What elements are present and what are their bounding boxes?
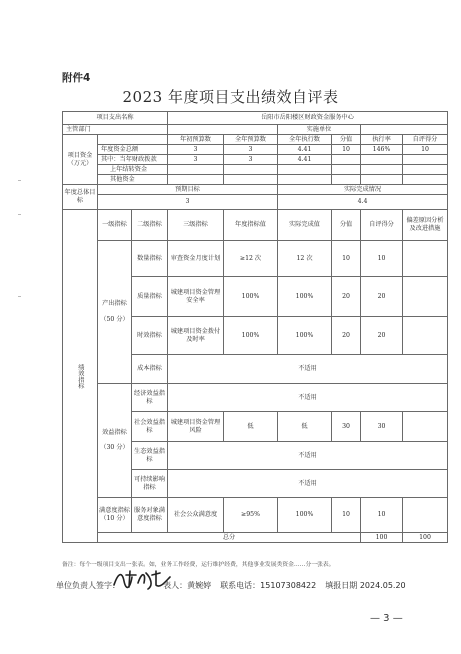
output-label: 产出指标 （50 分）	[98, 241, 132, 384]
unit-value	[361, 125, 448, 135]
indicator-l3: 社会公众满意度	[168, 498, 224, 533]
funds-header: 自评得分	[403, 135, 448, 145]
indicator-score: 30	[332, 412, 361, 442]
perf-header: 自评得分	[361, 210, 403, 241]
not-applicable: 不适用	[168, 470, 448, 498]
indicator-target: 低	[224, 412, 278, 442]
indicator-l3: 城建项目资金管理风险	[168, 412, 224, 442]
not-applicable: 不适用	[168, 442, 448, 470]
satisfaction-label: 满意度指标 （10 分）	[98, 498, 132, 533]
funds-header: 分值	[332, 135, 361, 145]
indicator-l2: 质量指标	[132, 277, 168, 317]
indicator-self: 10	[361, 498, 403, 533]
performance-table	[62, 111, 448, 543]
perf-header: 偏差原因分析及改进措施	[403, 210, 448, 241]
indicator-self: 10	[361, 241, 403, 277]
perf-header: 三级指标	[168, 210, 224, 241]
benefit-row	[63, 384, 448, 412]
funds-header: 执行率	[361, 135, 403, 145]
indicator-score: 10	[332, 498, 361, 533]
funds-cell: 4.41	[278, 155, 332, 165]
goal-expected: 3	[98, 195, 278, 210]
indicator-l3: 审查资金月度计划	[168, 241, 224, 277]
funds-row	[63, 165, 448, 175]
indicator-score: 10	[332, 241, 361, 277]
funds-cell: 3	[168, 155, 224, 165]
indicator-target: ≥95%	[224, 498, 278, 533]
unit-label: 实施单位	[278, 125, 361, 135]
report-date: 填报日期 2024.05.20	[325, 581, 406, 590]
goal-row	[63, 195, 448, 210]
funds-header: 全年执行数	[278, 135, 332, 145]
perf-label: 绩效指标	[63, 210, 98, 543]
total-label: 总分	[98, 533, 361, 543]
indicator-l2: 社会效益指标	[132, 412, 168, 442]
indicator-target: 100%	[224, 317, 278, 355]
funds-cell: 10	[332, 145, 361, 155]
funds-cell: 10	[403, 145, 448, 155]
funds-header-row	[63, 135, 448, 145]
funds-cell: 3	[224, 145, 278, 155]
dept-label: 主管部门	[63, 125, 168, 135]
goal-label: 年度总体目标	[63, 185, 98, 210]
funds-header: 年初预算数	[168, 135, 224, 145]
margin-mark	[18, 214, 21, 215]
benefit-label: 效益指标 （30 分）	[98, 384, 132, 498]
indicator-actual: 100%	[278, 317, 332, 355]
page-title: 2023 年度项目支出绩效自评表	[122, 88, 339, 106]
indicator-actual: 12 次	[278, 241, 332, 277]
margin-mark	[18, 180, 21, 181]
dept-value	[168, 125, 278, 135]
funds-cell: 3	[224, 155, 278, 165]
funds-row	[63, 175, 448, 185]
indicator-target: 100%	[224, 277, 278, 317]
output-row	[63, 241, 448, 277]
not-applicable: 不适用	[168, 384, 448, 412]
signature-line	[56, 580, 406, 591]
funds-header: 全年预算数	[224, 135, 278, 145]
phone: 联系电话：15107308422	[220, 581, 317, 590]
satisfaction-row	[63, 498, 448, 533]
perf-header: 二级指标	[132, 210, 168, 241]
total-score: 100	[361, 533, 403, 543]
indicator-l2: 时效指标	[132, 317, 168, 355]
perf-header-row	[63, 210, 448, 241]
not-applicable: 不适用	[168, 355, 448, 384]
goal-expected-label: 预期目标	[98, 185, 278, 195]
signer-label: 单位负责人签字：	[56, 581, 120, 590]
total-row	[63, 533, 448, 543]
total-self: 100	[403, 533, 448, 543]
dept-row	[63, 125, 448, 135]
indicator-actual: 低	[278, 412, 332, 442]
indicator-self: 30	[361, 412, 403, 442]
indicator-actual: 100%	[278, 498, 332, 533]
attachment-label: 附件4	[62, 72, 91, 84]
indicator-l3: 城建项目资金管理安全率	[168, 277, 224, 317]
indicator-l2: 经济效益指标	[132, 384, 168, 412]
indicator-self: 20	[361, 277, 403, 317]
indicator-l3: 城建项目资金拨付及时率	[168, 317, 224, 355]
indicator-actual: 100%	[278, 277, 332, 317]
indicator-score: 20	[332, 317, 361, 355]
margin-mark	[18, 296, 21, 297]
indicator-l2: 成本指标	[132, 355, 168, 384]
goal-actual-label: 实际完成情况	[278, 185, 448, 195]
project-value: 岳阳市岳阳楼区财政资金服务中心	[168, 112, 448, 125]
funds-row-label: 其中：当年财政拨款	[98, 155, 168, 165]
funds-row	[63, 145, 448, 155]
funds-cell: 3	[168, 145, 224, 155]
project-row	[63, 112, 448, 125]
goal-header-row	[63, 185, 448, 195]
page-number: — 3 —	[370, 613, 403, 624]
funds-row-label: 其他资金	[98, 175, 168, 185]
funds-label: 项目资金（万元）	[63, 135, 98, 185]
indicator-l2: 数量指标	[132, 241, 168, 277]
perf-header: 分值	[332, 210, 361, 241]
funds-row-label: 年度资金总额	[98, 145, 168, 155]
funds-row-label: 上年结转资金	[98, 165, 168, 175]
project-label: 项目支出名称	[63, 112, 168, 125]
preparer: 表人：黄婉婷	[163, 581, 212, 590]
funds-cell: 146%	[361, 145, 403, 155]
indicator-self: 20	[361, 317, 403, 355]
funds-row	[63, 155, 448, 165]
indicator-target: ≥12 次	[224, 241, 278, 277]
goal-actual: 4.4	[278, 195, 448, 210]
indicator-l2: 可持续影响指标	[132, 470, 168, 498]
indicator-l2: 服务对象满意度指标	[132, 498, 168, 533]
funds-cell: 4.41	[278, 145, 332, 155]
perf-header: 年度指标值	[224, 210, 278, 241]
indicator-l2: 生态效益指标	[132, 442, 168, 470]
perf-header: 一级指标	[98, 210, 132, 241]
perf-header: 实际完成值	[278, 210, 332, 241]
indicator-score: 20	[332, 277, 361, 317]
footnote: 备注：每个一级项目支出一张表。如，业务工作经费，运行维护经费，其他事业发展类资金……分一张表。	[62, 562, 335, 568]
